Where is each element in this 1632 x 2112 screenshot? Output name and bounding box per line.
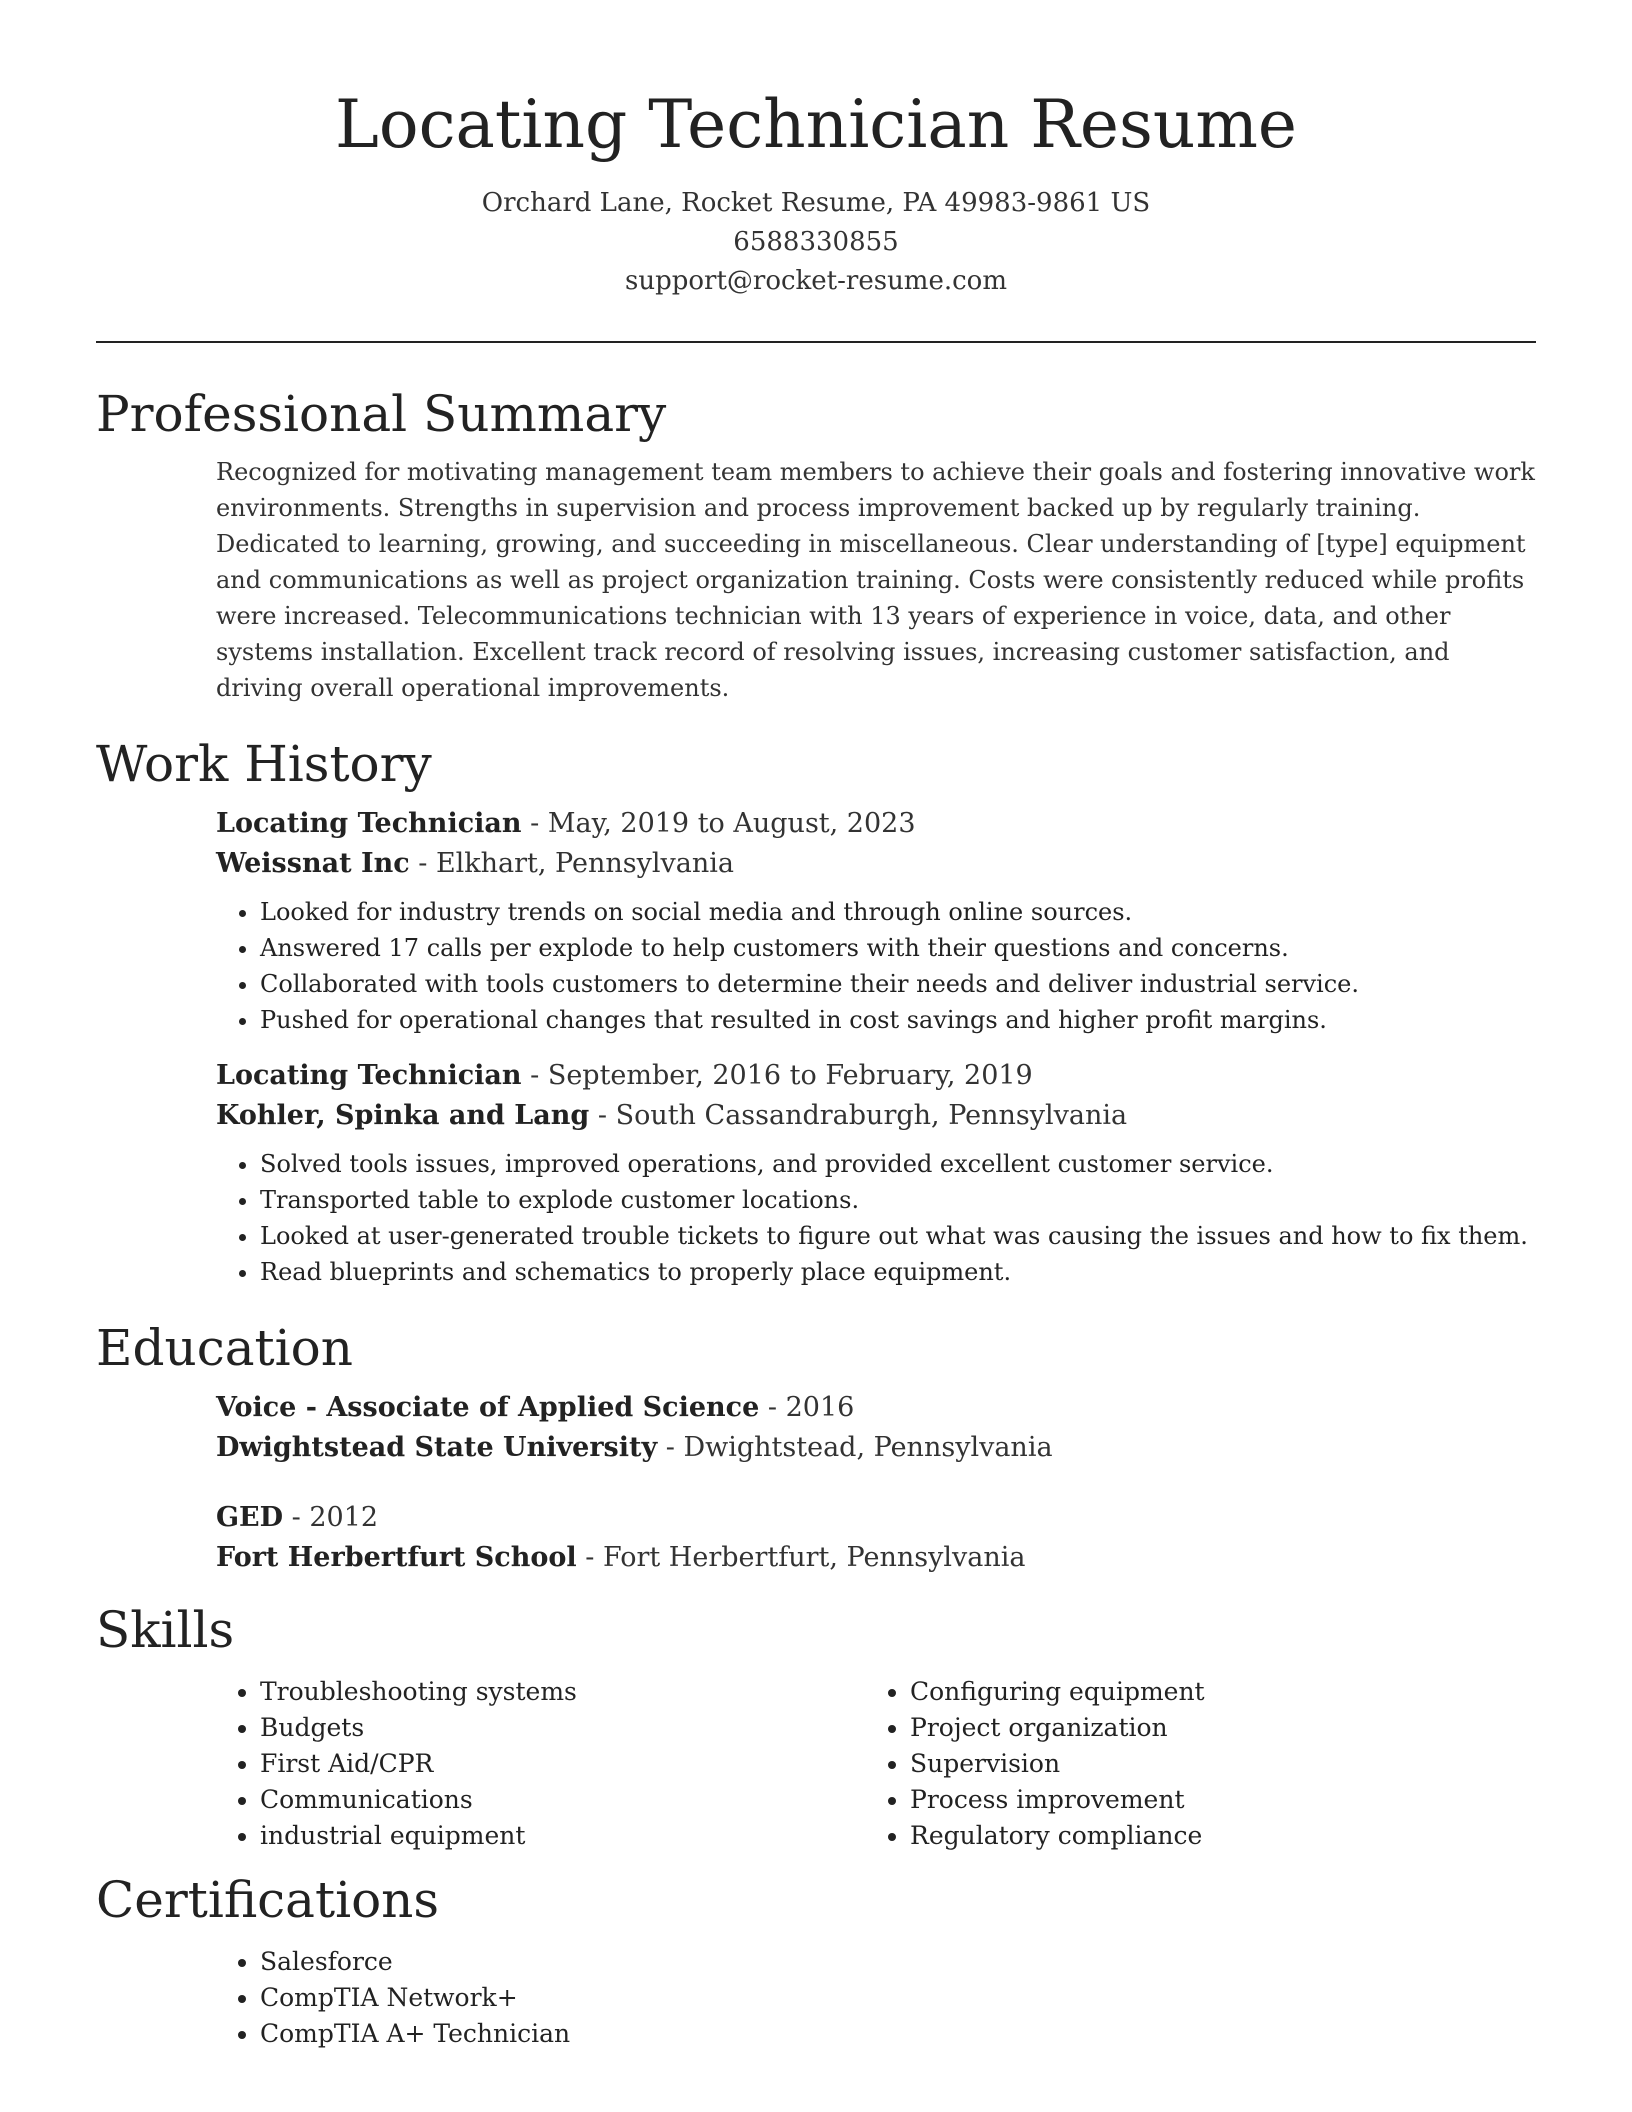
education-entry: [216, 1388, 1536, 1468]
job-bullet: • Collaborated with tools customers to determine their needs and deliver industrial service.: [260, 966, 1536, 1002]
education-entry: [216, 1498, 1536, 1578]
skills-column-left: [216, 1670, 866, 1854]
skill-item: • Project organization: [910, 1710, 1516, 1746]
certifications-list: [216, 1944, 1536, 2052]
job-bullet: • Looked at user-generated trouble tickets to figure out what was causing the issues and how to fix them.: [260, 1218, 1536, 1254]
job-bullet: • Read blueprints and schematics to properly place equipment.: [260, 1254, 1536, 1290]
certifications-heading: Certifications: [96, 1871, 440, 1929]
education-school: Dwightstead State University: [216, 1432, 658, 1463]
job-bullet: • Pushed for operational changes that resulted in cost savings and higher profit margins.: [260, 1002, 1536, 1038]
education-location: - Dwightstead, Pennsylvania: [657, 1432, 1053, 1463]
certification-item: • CompTIA Network+: [260, 1980, 1536, 2016]
contact-phone: 6588330855: [733, 227, 899, 257]
job-bullet: • Looked for industry trends on social media and through online sources.: [260, 894, 1536, 930]
job-bullet: • Transported table to explode customer locations.: [260, 1182, 1536, 1218]
skills-heading: Skills: [96, 1601, 235, 1659]
education-school: Fort Herbertfurt School: [216, 1542, 577, 1573]
education-degree-line: [216, 1498, 1536, 1538]
skills-list: [216, 1674, 866, 1854]
education-degree-line: [216, 1388, 1536, 1428]
skill-item: • First Aid/CPR: [260, 1746, 866, 1782]
summary-section: [216, 454, 1536, 706]
summary-heading: Professional Summary: [96, 385, 667, 443]
skill-item: • Process improvement: [910, 1782, 1516, 1818]
job-bullets: [216, 1146, 1536, 1290]
job-title-line: [216, 804, 1536, 844]
skill-item: • Communications: [260, 1782, 866, 1818]
education-degree: GED: [216, 1502, 284, 1533]
job-bullet: • Solved tools issues, improved operations, and provided excellent customer service.: [260, 1146, 1536, 1182]
certification-item: • CompTIA A+ Technician: [260, 2016, 1536, 2052]
work-history-section: [216, 804, 1536, 1290]
education-heading: Education: [96, 1319, 353, 1377]
resume-header: [96, 80, 1536, 301]
job-company-line: [216, 1096, 1536, 1136]
job-company: Kohler, Spinka and Lang: [216, 1100, 590, 1131]
education-year: - 2016: [759, 1392, 855, 1423]
job-location: - Elkhart, Pennsylvania: [409, 848, 734, 879]
job-entry: [216, 1056, 1536, 1290]
job-entry: [216, 804, 1536, 1038]
skill-item: • industrial equipment: [260, 1818, 866, 1854]
education-year: - 2012: [283, 1502, 379, 1533]
skill-item: • Troubleshooting systems: [260, 1674, 866, 1710]
job-position: Locating Technician: [216, 1060, 522, 1091]
skills-column-right: [866, 1670, 1516, 1854]
skill-item: • Regulatory compliance: [910, 1818, 1516, 1854]
job-dates: - May, 2019 to August, 2023: [521, 808, 916, 839]
contact-address: Orchard Lane, Rocket Resume, PA 49983-9861 US: [481, 188, 1151, 218]
education-section: [216, 1388, 1536, 1578]
certification-item: • Salesforce: [260, 1944, 1536, 1980]
skills-list: [866, 1674, 1516, 1854]
job-title-line: [216, 1056, 1536, 1096]
header-divider: [96, 341, 1536, 343]
certifications-section: [216, 1944, 1536, 2052]
resume-title: Locating Technician Resume: [335, 86, 1297, 163]
job-company: Weissnat Inc: [216, 848, 410, 879]
education-school-line: [216, 1538, 1536, 1578]
work-history-heading: Work History: [96, 735, 432, 793]
education-school-line: [216, 1428, 1536, 1468]
skills-section: [216, 1670, 1536, 1860]
summary-text: Recognized for motivating management team members to achieve their goals and fostering innovative work environments. Strengths in supervision and process improvement backed up by regularly training. Dedicated to learning, growing, and succeeding in miscellaneous. Clear understanding of [type] equipment and communications as well as project organization training. Costs were consistently reduced while profits were increased. Telecommunications technician with 13 years of experience in voice, data, and other systems installation. Excellent track record of resolving issues, increasing customer satisfaction, and driving overall operational improvements.: [216, 458, 1535, 702]
skill-item: • Supervision: [910, 1746, 1516, 1782]
skills-grid: [216, 1670, 1536, 1854]
education-degree: Voice - Associate of Applied Science: [216, 1392, 760, 1423]
contact-email: support@rocket-resume.com: [624, 266, 1007, 296]
job-bullets: [216, 894, 1536, 1038]
job-position: Locating Technician: [216, 808, 522, 839]
resume-content: [96, 374, 1536, 2052]
job-dates: - September, 2016 to February, 2019: [521, 1060, 1033, 1091]
job-company-line: [216, 844, 1536, 884]
skill-item: • Configuring equipment: [910, 1674, 1516, 1710]
skill-item: • Budgets: [260, 1710, 866, 1746]
job-bullet: • Answered 17 calls per explode to help customers with their questions and concerns.: [260, 930, 1536, 966]
job-location: - South Cassandraburgh, Pennsylvania: [589, 1100, 1128, 1131]
education-location: - Fort Herbertfurt, Pennsylvania: [576, 1542, 1026, 1573]
